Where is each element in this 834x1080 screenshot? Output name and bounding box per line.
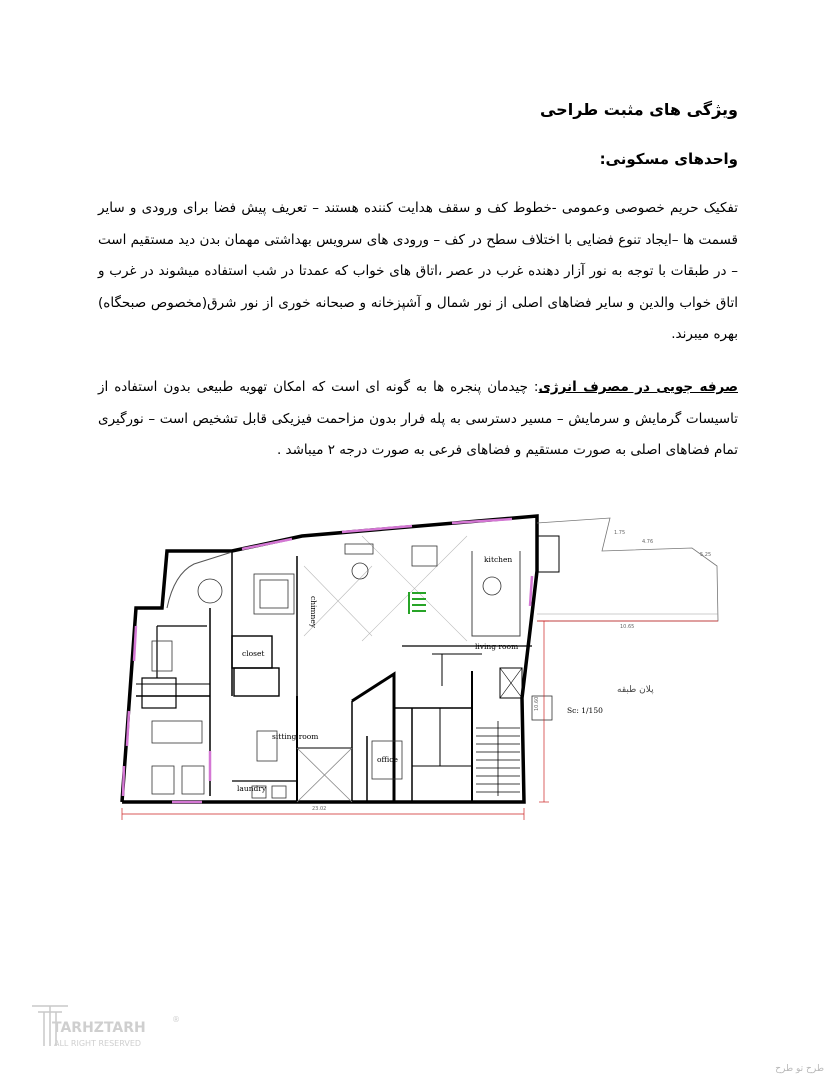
dim-bottom: 23.02 <box>312 806 327 812</box>
label-office: office <box>377 755 398 764</box>
label-sitting-room: sitting room <box>272 732 319 741</box>
section-heading: ویژگی های مثبت طراحی <box>539 100 738 119</box>
dim-top2: 5.25 <box>700 552 712 558</box>
paragraph-lead: صرفه جویی در مصرف انرژی <box>538 379 738 395</box>
footer-watermark: طرح تو طرح <box>775 1064 824 1074</box>
label-living-room: living room <box>475 642 519 651</box>
scale-label: Sc: 1/150 <box>567 706 603 715</box>
dim-top1: 4.76 <box>642 539 654 545</box>
dim-side: 10.65 <box>620 624 635 630</box>
logo-registered-mark: ® <box>172 1015 180 1024</box>
dim-top3: 1.75 <box>614 530 626 536</box>
label-chimney: chimney <box>309 596 318 629</box>
paragraph-body: : چیدمان پنجره ها به گونه ای است که امکان تهویه طبیعی بدون استفاده از تاسیسات گرمایش و سرمایش – مسیر دسترسی به پله فرار بدون مزاحمت فیزیکی قابل تشخیص است – نورگیری تمام فضاهای اصلی به صورت مستقیم و فضاهای فرعی به صورت درجه ۲ میباشد . <box>98 379 738 458</box>
paragraph-residential: تفکیک حریم خصوصی وعمومی -خطوط کف و سقف هدایت کننده هستند – تعریف پیش فضا برای ورودی و سایر قسمت ها –ایجاد تنوع فضایی با اختلاف سطح در کف – ورودی های سرویس بهداشتی مهمان بدن دید مستقیم است – در طبقات با توجه به نور آزار دهنده غرب در عصر ،اتاق های خواب که عمدتا در شب استفاده میشوند در غرب و اتاق خواب والدین و سایر فضاهای اصلی از نور شمال و آشپزخانه و صبحانه خوری از نور شرق(مخصوص صبحگاه) بهره میبرند. <box>98 200 738 342</box>
label-kitchen: kitchen <box>484 555 513 564</box>
plan-caption: پلان طبقه <box>617 685 654 695</box>
dim-right: 10.60 <box>534 696 540 711</box>
paragraph-energy <box>98 372 738 467</box>
label-closet: closet <box>242 649 265 658</box>
floor-plan <box>112 496 732 826</box>
logo-tagline: ALL RIGHT RESERVED <box>54 1039 142 1048</box>
logo-name: TARHZTARH <box>52 1020 146 1036</box>
section-subheading: واحدهای مسکونی: <box>599 150 738 168</box>
tarhztarh-logo <box>30 1000 190 1060</box>
label-laundry: laundry <box>237 784 267 793</box>
